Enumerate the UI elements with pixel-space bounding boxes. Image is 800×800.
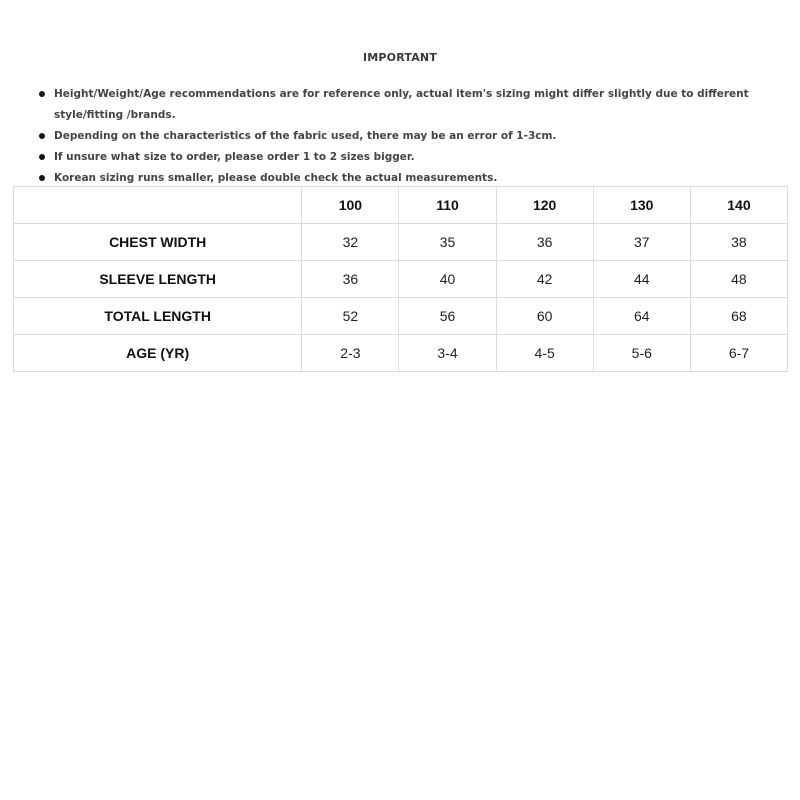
notice-item-text: If unsure what size to order, please order 1 to 2 sizes bigger. bbox=[54, 151, 415, 163]
measurement-cell: 35 bbox=[399, 224, 496, 261]
bullet-icon bbox=[39, 175, 45, 181]
table-row bbox=[14, 335, 788, 372]
size-chart-table bbox=[13, 186, 788, 372]
row-label: SLEEVE LENGTH bbox=[14, 261, 302, 298]
notice-item-text: Korean sizing runs smaller, please double check the actual measurements. bbox=[54, 172, 498, 184]
measurement-cell: 38 bbox=[690, 224, 787, 261]
measurement-cell: 48 bbox=[690, 261, 787, 298]
table-row bbox=[14, 261, 788, 298]
measurement-cell: 56 bbox=[399, 298, 496, 335]
measurement-cell: 36 bbox=[496, 224, 593, 261]
measurement-cell: 42 bbox=[496, 261, 593, 298]
size-header-cell: 130 bbox=[593, 187, 690, 224]
measurement-cell: 36 bbox=[302, 261, 399, 298]
measurement-cell: 2-3 bbox=[302, 335, 399, 372]
measurement-cell: 64 bbox=[593, 298, 690, 335]
notice-item bbox=[38, 126, 788, 147]
measurement-cell: 5-6 bbox=[593, 335, 690, 372]
measurement-cell: 44 bbox=[593, 261, 690, 298]
bullet-icon bbox=[39, 154, 45, 160]
measurement-cell: 32 bbox=[302, 224, 399, 261]
header-corner-cell bbox=[14, 187, 302, 224]
table-row bbox=[14, 224, 788, 261]
measurement-cell: 4-5 bbox=[496, 335, 593, 372]
notice-list bbox=[38, 84, 788, 189]
bullet-icon bbox=[39, 91, 45, 97]
size-header-row bbox=[14, 187, 788, 224]
size-header-cell: 100 bbox=[302, 187, 399, 224]
notice-item bbox=[38, 147, 788, 168]
table-row bbox=[14, 298, 788, 335]
measurement-cell: 6-7 bbox=[690, 335, 787, 372]
measurement-cell: 3-4 bbox=[399, 335, 496, 372]
bullet-icon bbox=[39, 133, 45, 139]
measurement-cell: 40 bbox=[399, 261, 496, 298]
row-label: AGE (YR) bbox=[14, 335, 302, 372]
notice-item-text: Height/Weight/Age recommendations are for reference only, actual item's sizing might differ slightly due to different style/fitting /brands. bbox=[54, 88, 749, 121]
size-header-cell: 120 bbox=[496, 187, 593, 224]
row-label: TOTAL LENGTH bbox=[14, 298, 302, 335]
row-label: CHEST WIDTH bbox=[14, 224, 302, 261]
notice-item-text: Depending on the characteristics of the fabric used, there may be an error of 1-3cm. bbox=[54, 130, 557, 142]
measurement-cell: 37 bbox=[593, 224, 690, 261]
size-header-cell: 110 bbox=[399, 187, 496, 224]
notice-title: IMPORTANT bbox=[362, 51, 438, 64]
measurement-cell: 60 bbox=[496, 298, 593, 335]
notice-item bbox=[38, 84, 788, 126]
measurement-cell: 68 bbox=[690, 298, 787, 335]
size-header-cell: 140 bbox=[690, 187, 787, 224]
measurement-cell: 52 bbox=[302, 298, 399, 335]
